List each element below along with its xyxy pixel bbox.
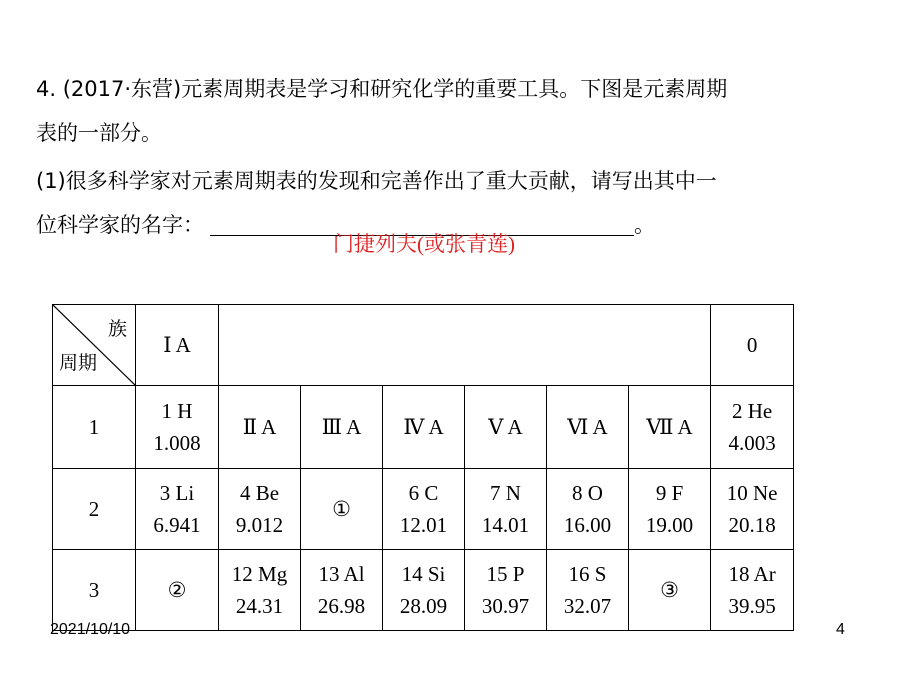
header-col-IA: Ⅰ A [136,305,219,386]
element-cell-He [711,386,794,469]
group-label-VIA: Ⅵ A [547,386,629,469]
element-cell-Mg [219,550,301,631]
element-mass: 28.09 [399,594,448,618]
periodic-table [52,304,794,631]
element-cell-O [547,469,629,550]
element-symbol: 15 P [486,562,525,586]
element-mass: 12.01 [399,513,448,537]
period-label: 2 [53,469,136,550]
element-symbol: 4 Be [239,481,280,505]
element-symbol: 1 H [161,399,193,423]
element-mass: 19.00 [645,513,694,537]
element-symbol: 8 O [572,481,603,505]
header-period-label: 周期 [59,352,98,374]
element-symbol: 14 Si [401,562,446,586]
question-line-3: (1)很多科学家对元素周期表的发现和完善作出了重大贡献，请写出其中一 [36,169,717,193]
element-symbol: 9 F [655,481,684,505]
element-mass: 32.07 [563,594,612,618]
element-mass: 26.98 [317,594,366,618]
page-number: 4 [836,621,845,638]
element-mass: 14.01 [481,513,530,537]
element-symbol: 18 Ar [728,562,776,586]
element-symbol: 16 S [568,562,607,586]
element-cell-F [629,469,711,550]
question-line-4-suffix: 。 [634,213,655,237]
period-label: 1 [53,386,136,469]
element-mass: 1.008 [153,431,201,455]
group-label-VA: Ⅴ A [465,386,547,469]
element-mass: 6.941 [153,513,201,537]
element-symbol: 12 Mg [231,562,288,586]
group-label-IIIA: Ⅲ A [301,386,383,469]
element-mass: 39.95 [728,594,776,618]
group-label-VIIA: Ⅶ A [629,386,711,469]
header-group-label: 族 [107,318,127,340]
element-cell-Be [219,469,301,550]
element-mass: 20.18 [728,513,776,537]
element-cell-N [465,469,547,550]
unknown-element-marker-1: ① [301,469,383,550]
element-cell-Ar [711,550,794,631]
element-cell-S [547,550,629,631]
element-mass: 4.003 [728,431,776,455]
answer-text: 门捷列夫(或张青莲) [333,232,515,256]
header-col-0: 0 [711,305,794,386]
element-mass: 24.31 [235,594,284,618]
footer-date: 2021/10/10 [50,621,131,638]
question-line-2: 表的一部分。 [36,121,162,145]
element-symbol: 6 C [408,481,439,505]
element-symbol: 10 Ne [726,481,778,505]
unknown-element-marker-2: ② [136,550,219,631]
element-symbol: 7 N [490,481,521,505]
group-label-IIA: Ⅱ A [219,386,301,469]
element-mass: 16.00 [563,513,612,537]
group-label-IVA: Ⅳ A [383,386,465,469]
element-cell-H [136,386,219,469]
element-cell-Si [383,550,465,631]
unknown-element-marker-3: ③ [629,550,711,631]
element-symbol: 2 He [731,399,773,423]
element-symbol: 13 Al [318,562,365,586]
header-corner-cell [53,305,136,386]
element-cell-Ne [711,469,794,550]
element-mass: 9.012 [235,513,284,537]
element-symbol: 3 Li [159,481,195,505]
element-cell-Li [136,469,219,550]
element-mass: 30.97 [481,594,530,618]
question-line-1: 4. (2017·东营)元素周期表是学习和研究化学的重要工具。下图是元素周期 [36,77,728,101]
header-blank-cell [219,305,711,386]
element-cell-C [383,469,465,550]
element-cell-Al [301,550,383,631]
period-label: 3 [53,550,136,631]
question-line-4-prefix: 位科学家的名字： [36,213,204,237]
element-cell-P [465,550,547,631]
